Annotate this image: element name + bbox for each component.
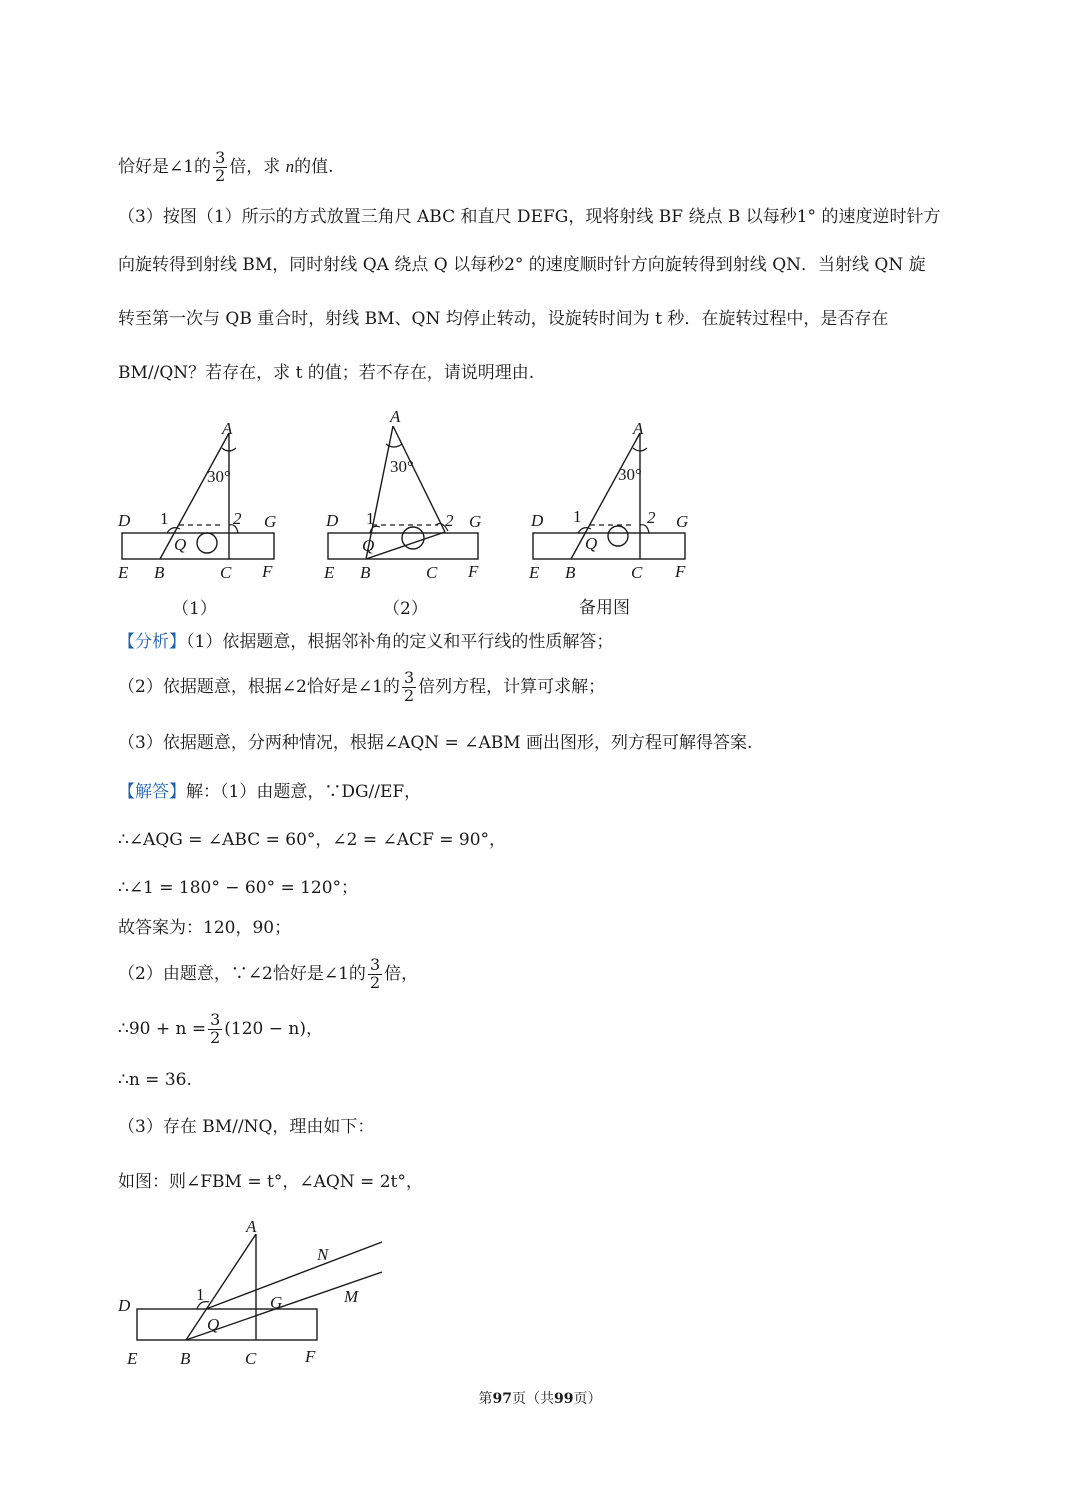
figure-1-caption: （1）	[172, 599, 217, 619]
label-1: 1	[573, 507, 582, 526]
label-Q: Q	[585, 534, 598, 553]
analysis-line-3: （3）依据题意，分两种情况，根据∠AQN = ∠ABM 画出图形，列方程可解得答案.	[118, 733, 753, 753]
text: ∴90 + n =	[118, 1018, 207, 1039]
analysis-line-1	[118, 632, 613, 652]
text: 的值.	[294, 156, 334, 177]
label-E: E	[529, 563, 540, 582]
solution-line-3: ∴∠1 = 180° − 60° = 120°；	[118, 878, 359, 898]
solution-line-7: ∴n = 36.	[118, 1070, 192, 1090]
analysis-line-2	[118, 670, 605, 705]
figure-3-caption: 备用图	[579, 598, 630, 618]
text: 恰好是∠1的	[118, 156, 212, 177]
label-A: A	[390, 407, 401, 426]
fraction-num: 3	[215, 148, 226, 167]
total-pages: 99	[554, 1391, 574, 1407]
fraction	[208, 1012, 222, 1047]
label-E: E	[118, 563, 129, 582]
label-D: D	[118, 1296, 131, 1315]
ruler-hole	[608, 526, 628, 546]
solution-line-1	[118, 782, 421, 802]
label-2: 2	[647, 508, 656, 527]
fraction	[213, 150, 227, 185]
label-1: 1	[366, 509, 375, 528]
figure-1	[112, 410, 292, 590]
ruler	[137, 1309, 317, 1340]
angle-1-arc	[167, 528, 180, 533]
label-F: F	[262, 562, 273, 581]
ruler-hole	[197, 533, 217, 553]
page-footer	[0, 1388, 1080, 1408]
label-F: F	[468, 562, 479, 581]
figure-3	[523, 410, 703, 590]
label-Q: Q	[207, 1315, 220, 1334]
footer-text: 页（共	[512, 1391, 554, 1407]
label-B: B	[180, 1349, 191, 1368]
label-E: E	[127, 1349, 138, 1368]
fraction	[368, 957, 382, 992]
var: n	[285, 156, 295, 176]
page-number: 97	[492, 1391, 512, 1407]
text-line-1	[118, 150, 334, 185]
label-G: G	[469, 512, 482, 531]
label-F: F	[305, 1347, 316, 1366]
fraction-den: 2	[210, 1027, 221, 1047]
label-1: 1	[196, 1285, 205, 1304]
text-line-3: 向旋转得到射线 BM，同时射线 QA 绕点 Q 以每秒2° 的速度顺时针方向旋转得到射线 QN．当射线 QN 旋	[118, 255, 926, 275]
label-D: D	[118, 511, 131, 530]
fraction	[402, 670, 416, 705]
triangle-side-ac	[393, 426, 445, 532]
label-G: G	[676, 512, 689, 531]
fraction-den: 2	[215, 165, 226, 185]
label-30: 30°	[390, 457, 414, 476]
text: （2）依据题意，根据∠2恰好是∠1的	[118, 676, 400, 697]
label-B: B	[565, 563, 576, 582]
label-C: C	[631, 563, 643, 582]
label-Q: Q	[174, 535, 187, 554]
solution-line-4: 故答案为：120，90；	[118, 918, 292, 938]
label-30: 30°	[207, 467, 231, 486]
label-N: N	[317, 1245, 329, 1264]
text: 倍列方程，计算可求解；	[418, 676, 606, 697]
footer-text: 页）	[573, 1391, 602, 1407]
ruler	[533, 533, 685, 559]
text-line-5: BM//QN？若存在，求 t 的值；若不存在，请说明理由.	[118, 363, 535, 383]
label-1: 1	[160, 509, 169, 528]
text: （1）依据题意，根据邻补角的定义和平行线的性质解答；	[186, 632, 614, 652]
label-2: 2	[233, 509, 242, 528]
label-E: E	[324, 563, 335, 582]
fraction-num: 3	[403, 668, 415, 687]
label-C: C	[245, 1349, 257, 1368]
solution-tag: 【解答】	[118, 782, 186, 802]
label-D: D	[531, 511, 544, 530]
figure-2-caption: （2）	[383, 599, 428, 619]
solution-line-2: ∴∠AQG = ∠ABC = 60°，∠2 = ∠ACF = 90°，	[118, 830, 507, 850]
fraction-num: 3	[210, 1010, 221, 1029]
analysis-tag: 【分析】	[118, 632, 186, 652]
text: 解：（1）由题意，∵DG//EF，	[186, 782, 422, 802]
text: (120 − n)，	[224, 1018, 324, 1039]
label-G: G	[270, 1293, 283, 1312]
angle-1-arc	[578, 528, 591, 533]
text-line-2: （3）按图（1）所示的方式放置三角尺 ABC 和直尺 DEFG，现将射线 BF 绕点 B 以每秒1° 的速度逆时针方	[118, 207, 941, 227]
ruler-hole	[402, 527, 424, 549]
fraction-num: 3	[369, 955, 381, 974]
label-Q: Q	[362, 536, 375, 555]
label-G: G	[264, 512, 277, 531]
label-B: B	[360, 563, 371, 582]
solution-line-9: 如图：则∠FBM = t°，∠AQN = 2t°，	[118, 1172, 423, 1192]
text: （2）由题意，∵∠2恰好是∠1的	[118, 963, 366, 984]
fraction-den: 2	[403, 685, 415, 705]
label-C: C	[426, 563, 438, 582]
figure-2	[318, 400, 498, 590]
label-A: A	[633, 419, 644, 438]
fraction-den: 2	[369, 972, 381, 992]
triangle-side-ab	[160, 433, 229, 559]
label-B: B	[154, 563, 165, 582]
footer-text: 第	[478, 1391, 493, 1407]
label-30: 30°	[618, 465, 642, 484]
text-line-4: 转至第一次与 QB 重合时，射线 BM、QN 均停止转动，设旋转时间为 t 秒．在旋转过程中，是否存在	[118, 309, 889, 329]
solution-line-8: （3）存在 BM//NQ，理由如下：	[118, 1117, 375, 1137]
text: 倍，	[384, 963, 419, 984]
label-2: 2	[445, 511, 454, 530]
label-A: A	[222, 419, 233, 438]
label-M: M	[344, 1287, 359, 1306]
figure-4	[112, 1212, 392, 1377]
triangle-side-ab	[571, 433, 640, 559]
label-A: A	[246, 1217, 257, 1236]
solution-line-6	[118, 1012, 323, 1047]
solution-line-5	[118, 957, 418, 992]
label-D: D	[326, 511, 339, 530]
text: 倍，求	[229, 156, 281, 177]
label-C: C	[220, 563, 232, 582]
label-F: F	[675, 562, 686, 581]
